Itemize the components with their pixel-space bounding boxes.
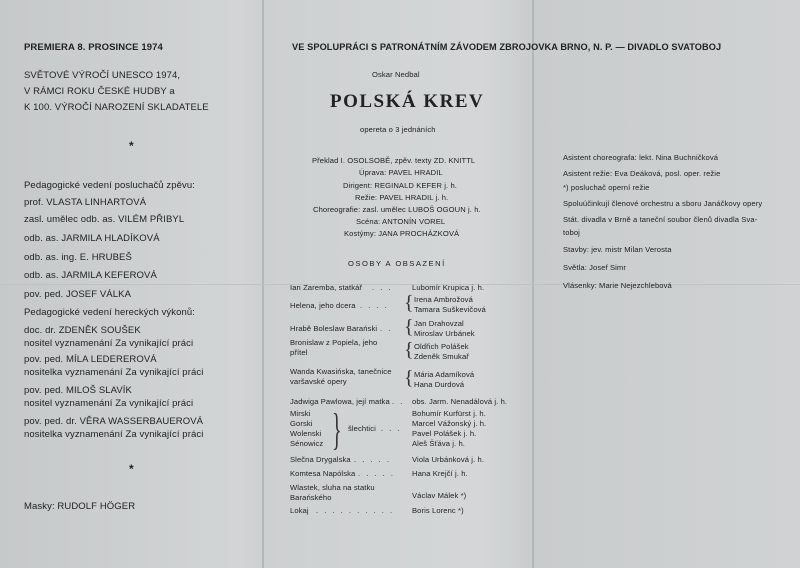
acting-teacher-award: nositel vyznamenání Za vynikající práci: [24, 338, 194, 349]
acting-teacher-name: doc. dr. ZDENĚK SOUŠEK: [24, 325, 141, 336]
cast-actor: Hana Durdová: [414, 380, 465, 389]
cast-role: Gorski: [290, 419, 313, 428]
cast-role: Wanda Kwasińska, tanečnice varšavské opery: [290, 367, 392, 386]
right-credit: Vlásenky: Marie Nejezchlebová: [563, 281, 672, 290]
right-credit: Asistent choreografa: lekt. Nina Buchničková: [563, 153, 719, 162]
cast-dots: . .: [380, 324, 393, 333]
unesco-line-2: V RÁMCI ROKU ČESKÉ HUDBY a: [24, 86, 175, 97]
cast-dots: . . . . .: [358, 469, 395, 478]
cast-role: Slečna Drygalska: [290, 455, 351, 464]
premiere-date: PREMIERA 8. PROSINCE 1974: [24, 42, 163, 53]
vocal-teacher: odb. as. JARMILA KEFEROVÁ: [24, 270, 157, 281]
cast-actor: Zdeněk Smukař: [414, 352, 469, 361]
alternation-brace: {: [404, 367, 414, 389]
fold-line-horizontal: [0, 284, 800, 285]
vocal-teacher: odb. as. JARMILA HLADÍKOVÁ: [24, 233, 160, 244]
cast-dots: . .: [392, 397, 405, 406]
cast-actor: Aleš Šťáva j. h.: [412, 439, 465, 448]
unesco-line-1: SVĚTOVÉ VÝROČÍ UNESCO 1974,: [24, 70, 181, 81]
cast-actor: Marcel Vážonský j. h.: [412, 419, 487, 428]
collaboration-header: VE SPOLUPRÁCI S PATRONÁTNÍM ZÁVODEM ZBROJOVKA BRNO, N. P. — DIVADLO SVATOBOJ: [292, 42, 722, 52]
acting-teacher-award: nositelka vyznamenání Za vynikající práci: [24, 429, 204, 440]
right-credit: Spoluúčinkují členové orchestru a sboru Janáčkovy opery: [563, 199, 763, 208]
cast-dots: . . .: [381, 424, 402, 433]
acting-teacher-award: nositel vyznamenání Za vynikající práci: [24, 398, 194, 409]
cast-actor: Jan Drahovzal: [414, 319, 464, 328]
credit-line: Kostýmy: JANA PROCHÁZKOVÁ: [344, 229, 460, 238]
cast-actor: Bohumír Kurfürst j. h.: [412, 409, 486, 418]
cast-actor: Boris Lorenc *): [412, 506, 464, 515]
alternation-brace: {: [404, 316, 414, 338]
cast-dots: . . . .: [360, 301, 389, 310]
right-credit: toboj: [563, 228, 580, 237]
separator-star-2: *: [129, 462, 134, 476]
alternation-brace: {: [404, 339, 414, 361]
credit-line: Scéna: ANTONÍN VOREL: [356, 217, 446, 226]
cast-role: Jadwiga Pawlowa, její matka: [290, 397, 390, 406]
alternation-brace: {: [404, 292, 414, 314]
cast-heading: OSOBY A OBSAZENÍ: [348, 259, 446, 268]
cast-actor: Hana Krejčí j. h.: [412, 469, 468, 478]
credit-line: Režie: PAVEL HRADIL j. h.: [355, 193, 449, 202]
acting-teacher-award: nositelka vyznamenání Za vynikající práci: [24, 367, 204, 378]
acting-heading: Pedagogické vedení hereckých výkonů:: [24, 307, 196, 318]
cast-role: Mirski: [290, 409, 311, 418]
credit-line: Choreografie: zasl. umělec LUBOŠ OGOUN j. h.: [313, 205, 481, 214]
operetta-title: POLSKÁ KREV: [330, 91, 485, 112]
cast-role: Komtesa Napólska: [290, 469, 356, 478]
separator-star-1: *: [129, 139, 134, 153]
acting-teacher-name: pov. ped. MILOŠ SLAVÍK: [24, 385, 132, 396]
cast-dots: . . . . .: [354, 455, 391, 464]
right-credit: Asistent režie: Eva Deáková, posl. oper. režie: [563, 169, 721, 178]
cast-actor: Viola Urbánková j. h.: [412, 455, 485, 464]
cast-role: Helena, jeho dcera: [290, 301, 356, 310]
operetta-subtitle: opereta o 3 jednáních: [360, 125, 436, 134]
cast-dots: . . .: [372, 283, 393, 292]
cast-role: Ian Zaremba, statkář: [290, 283, 363, 292]
cast-role: Sénowicz: [290, 439, 324, 448]
cast-actor: obs. Jarm. Nenadálová j. h.: [412, 397, 508, 406]
credit-line: Dirigent: REGINALD KEFER j. h.: [343, 181, 457, 190]
group-label: šlechtici: [348, 424, 376, 433]
unesco-line-3: K 100. VÝROČÍ NAROZENÍ SKLADATELE: [24, 102, 209, 113]
cast-dots: . . . . . . . . . .: [316, 506, 395, 515]
cast-actor: Irena Ambrožová: [414, 295, 473, 304]
credit-line: Úprava: PAVEL HRADIL: [359, 168, 443, 177]
cast-actor: Tamara Suškevičová: [414, 305, 486, 314]
cast-actor: Oldřich Polášek: [414, 342, 469, 351]
right-credit: Světla: Josef Simr: [563, 263, 626, 272]
cast-role: Wlastek, sluha na statku Barańského: [290, 483, 375, 502]
cast-role: Lokaj: [290, 506, 309, 515]
vocal-heading: Pedagogické vedení posluchačů zpěvu:: [24, 180, 196, 191]
right-credit: *) posluchač operní režie: [563, 183, 650, 192]
cast-role: Bronislaw z Popiela, jeho přítel: [290, 338, 378, 357]
vocal-teacher: zasl. umělec odb. as. VILÉM PŘIBYL: [24, 214, 185, 225]
composer: Oskar Nedbal: [372, 70, 420, 79]
vocal-teacher: pov. ped. JOSEF VÁLKA: [24, 289, 132, 300]
cast-actor: Pavel Polášek j. h.: [412, 429, 477, 438]
cast-actor: Mária Adamíková: [414, 370, 475, 379]
credit-line: Překlad I. OSOLSOBĚ, zpěv. texty ZD. KNITTL: [312, 156, 476, 165]
group-brace: }: [332, 405, 342, 454]
acting-teacher-name: pov. ped. dr. VĚRA WASSERBAUEROVÁ: [24, 416, 204, 427]
right-credit: Stavby: jev. mistr Milan Verosta: [563, 245, 672, 254]
cast-actor: Václav Málek *): [412, 491, 467, 500]
cast-actor: Lubomír Krupica j. h.: [412, 283, 485, 292]
cast-role: Wolenski: [290, 429, 322, 438]
masks-credit: Masky: RUDOLF HÖGER: [24, 501, 136, 512]
right-credit: Stát. divadla v Brně a taneční soubor členů divadla Sva-: [563, 215, 758, 224]
cast-role: Hrabě Boleslaw Barański: [290, 324, 378, 333]
cast-actor: Miroslav Urbánek: [414, 329, 475, 338]
acting-teacher-name: pov. ped. MÍLA LEDEREROVÁ: [24, 354, 157, 365]
vocal-teacher: odb. as. ing. E. HRUBEŠ: [24, 252, 132, 263]
vocal-teacher: prof. VLASTA LINHARTOVÁ: [24, 197, 147, 208]
